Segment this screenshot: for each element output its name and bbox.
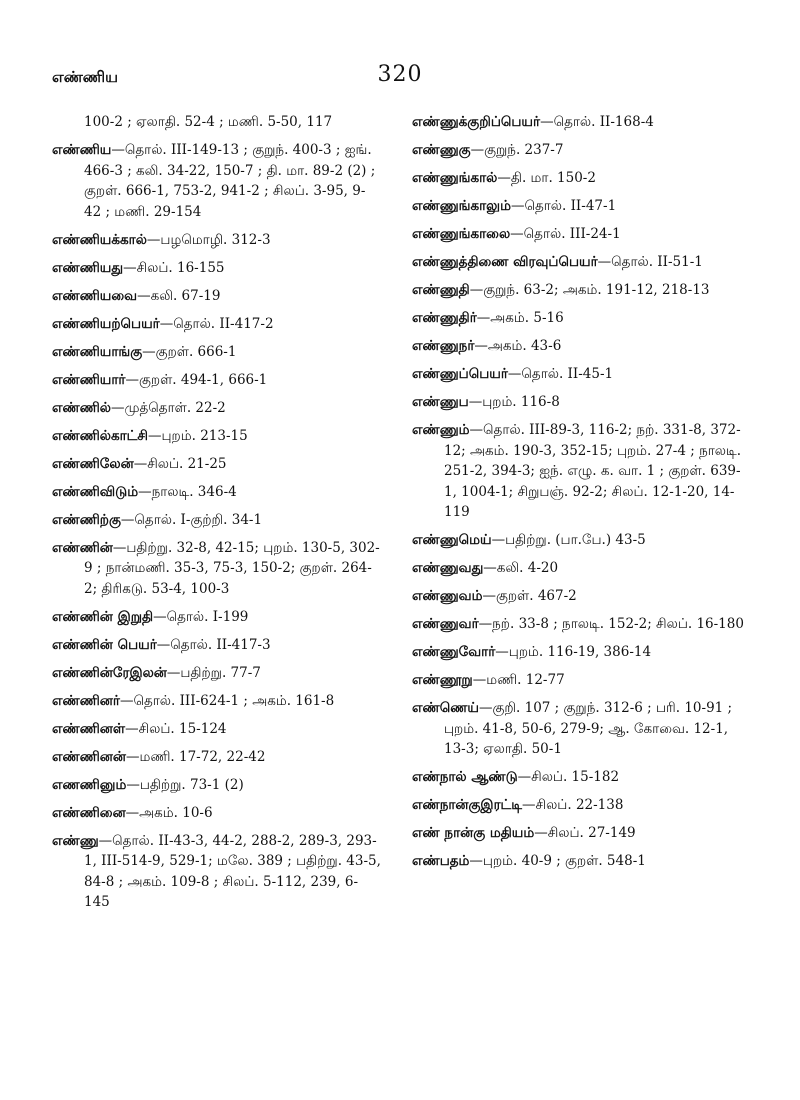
index-entry (412, 168, 744, 189)
entry-headword: எண்ணுப (412, 394, 469, 410)
entry-separator: — (125, 748, 140, 765)
entry-headword: எண்ணுக்குறிப்பெயர் (412, 114, 541, 130)
entry-references: பதிற்று. 32-8, 42-15; புறம். 130-5, 302-9 ; நான்மணி. 35-3, 75-3, 150-2; குறள். 264-2; திரிகடு. 53-4, 100-3 (84, 539, 380, 597)
entry-headword: எண்ணினர் (52, 692, 120, 709)
entry-references: பதிற்று. 77-7 (180, 664, 261, 681)
entry-headword: எண்ணிய (52, 142, 112, 158)
entry-references: தொல். III-624-1 ; அகம். 161-8 (133, 692, 335, 709)
entry-references: தொல். II-417-2 (173, 315, 274, 332)
entry-references: நாலடி. 346-4 (151, 483, 237, 500)
entry-headword: எண்ணு (52, 832, 99, 849)
index-entry (412, 252, 744, 273)
entry-separator: — (111, 142, 125, 158)
index-entry (52, 258, 382, 279)
entry-separator: — (597, 254, 612, 270)
entry-separator: — (142, 343, 156, 360)
entry-separator: — (153, 608, 167, 625)
entry-separator: — (469, 422, 484, 438)
entry-separator: — (159, 315, 174, 332)
entry-headword: எண்ணியற்பெயர் (52, 315, 160, 332)
index-entry (412, 392, 744, 413)
entry-separator: — (156, 636, 171, 653)
entry-headword: எண்ணுவம் (412, 588, 483, 604)
entry-references: கலி. 67-19 (150, 287, 221, 304)
entry-references: தொல். III-89-3, 116-2; நற். 331-8, 372-12; அகம். 190-3, 352-15; புறம். 27-4 ; நாலடி. 251-2, 394-3; ஐந். எழு. க. வா. 1 ; குறள். 639-1, 1004-1; சிறுபஞ். 92-2; சிலப். 12-1-20, 14-119 (444, 422, 742, 520)
entry-separator: — (474, 338, 488, 354)
index-entry (52, 510, 382, 531)
entry-references: குறி. 107 ; குறுந். 312-6 ; பரி. 10-91 ; புறம். 41-8, 50-6, 279-9; ஆ. கோவை. 12-1, 13-3; ஏலாதி. 50-1 (444, 700, 733, 757)
index-entry (412, 530, 744, 551)
entry-headword: எண்ணுங்காலும் (412, 198, 511, 214)
index-entry (52, 454, 382, 475)
entry-separator: — (166, 664, 181, 681)
entry-separator: — (137, 287, 151, 304)
entry-references: தொல். II-417-3 (170, 636, 271, 653)
entry-references: தி. மா. 150-2 (510, 170, 596, 186)
entry-references: குறள். 666-1 (155, 343, 237, 360)
entry-headword: எண்ணுமெய் (412, 532, 492, 548)
index-entry (412, 140, 744, 161)
index-entry (52, 112, 382, 133)
entry-headword: எண்ணுகு (412, 142, 471, 158)
entry-references: பதிற்று. 73-1 (2) (139, 776, 244, 793)
entry-references: தொல். I-குற்றி. 34-1 (134, 511, 263, 528)
entry-separator: — (497, 170, 511, 186)
entry-separator: — (495, 644, 509, 660)
entry-headword: எண்ணினள் (52, 720, 126, 737)
entry-separator: — (133, 455, 148, 472)
index-entry (52, 482, 382, 503)
entry-references: முத்தொள். 22-2 (124, 399, 226, 416)
index-entry (412, 795, 744, 816)
index-entry (412, 558, 744, 579)
entry-headword: எண்ணின் பெயர் (52, 636, 157, 653)
entry-headword: எண்ணுதி (412, 282, 470, 298)
index-entry (52, 538, 382, 600)
entry-separator: — (123, 259, 137, 276)
entry-references: அகம். 43-6 (487, 338, 562, 354)
index-entry (412, 280, 744, 301)
entry-headword: எண்நால் ஆண்டு (412, 769, 518, 785)
index-entry (412, 336, 744, 357)
entry-separator: — (472, 672, 487, 688)
index-entry (412, 670, 744, 691)
entry-separator: — (138, 483, 152, 500)
entry-references: அகம். 10-6 (139, 804, 213, 821)
entry-references: புறம். 116-8 (482, 394, 560, 410)
entry-separator: — (98, 832, 113, 849)
entry-headword: எண்ணும் (412, 422, 470, 438)
entry-separator: — (112, 539, 127, 556)
entry-separator: — (470, 142, 485, 158)
entry-headword: எண்ணுவர் (412, 616, 479, 632)
index-entry (52, 635, 382, 656)
index-entry (52, 719, 382, 740)
entry-separator: — (507, 366, 522, 382)
index-entry (52, 370, 382, 391)
index-entry (412, 308, 744, 329)
entry-separator: — (517, 769, 532, 785)
entry-separator: — (483, 560, 497, 576)
entry-references: தொல். II-168-4 (553, 114, 654, 130)
entry-headword: எண்ணினை (52, 804, 126, 821)
entry-headword: எண்ணுப்பெயர் (412, 366, 508, 382)
entry-references: மணி. 17-72, 22-42 (139, 748, 266, 765)
entry-separator: — (125, 804, 140, 821)
entry-headword: எண்ணுங்கால் (412, 170, 498, 186)
entry-headword: எண் நான்கு மதியம் (412, 825, 535, 841)
entry-separator: — (146, 231, 161, 248)
entry-references: மணி. 12-77 (486, 672, 565, 688)
entry-headword: எண்ணின் இறுதி (52, 608, 154, 625)
page-number: 320 (377, 62, 423, 87)
entry-references: புறம். 40-9 ; குறள். 548-1 (482, 853, 646, 869)
index-entry (52, 426, 382, 447)
index-entry (52, 747, 382, 768)
entry-separator: — (534, 825, 548, 841)
index-entry (412, 614, 744, 635)
index-entry (52, 663, 382, 684)
entry-references: குறள். 494-1, 666-1 (138, 371, 268, 388)
entry-headword: எண்பதம் (412, 853, 470, 869)
entry-headword: எண்ணில்காட்சி (52, 427, 149, 444)
entry-separator: — (468, 394, 483, 410)
entry-headword: எண்நான்குஇரட்டி (412, 797, 523, 813)
index-column-left (52, 112, 382, 920)
entry-headword: எண்ணுங்காலை (412, 226, 511, 242)
entry-headword: எண்ணினன் (52, 748, 126, 765)
entry-headword: எண்ணிவிடும் (52, 483, 139, 500)
entry-separator: — (469, 282, 484, 298)
index-entry (52, 831, 382, 913)
index-entry (52, 607, 382, 628)
index-entry (52, 140, 382, 222)
entry-references: தொல். II-47-1 (524, 198, 617, 214)
index-entry (412, 767, 744, 788)
entry-references: 100-2 ; ஏலாதி. 52-4 ; மணி. 5-50, 117 (84, 114, 333, 130)
entry-separator: — (522, 797, 536, 813)
entry-references: தொல். II-43-3, 44-2, 288-2, 289-3, 293-1, III-514-9, 529-1; மலே. 389 ; பதிற்று. 43-5, 84-8 ; அகம். 109-8 ; சிலப். 5-112, 239, 6-145 (84, 832, 381, 910)
index-entry (412, 224, 744, 245)
entry-separator: — (119, 692, 134, 709)
entry-headword: எண்ணியது (52, 259, 124, 276)
index-entry (52, 314, 382, 335)
index-entry (412, 196, 744, 217)
running-head: எண்ணிய (52, 68, 118, 86)
entry-separator: — (476, 310, 491, 326)
index-entry (52, 398, 382, 419)
index-entry (412, 364, 744, 385)
index-entry (52, 286, 382, 307)
entry-separator: — (111, 399, 125, 416)
entry-headword: எண்ணியக்கால் (52, 231, 147, 248)
entry-references: சிலப். 21-25 (147, 455, 227, 472)
index-entry (412, 698, 744, 760)
entry-references: குறள். 467-2 (495, 588, 577, 604)
index-entry (52, 691, 382, 712)
entry-separator: — (510, 198, 525, 214)
entry-references: கலி. 4-20 (496, 560, 559, 576)
entry-headword: எண்ணியார் (52, 371, 126, 388)
entry-references: சிலப். 27-149 (547, 825, 636, 841)
entry-separator: — (482, 588, 496, 604)
entry-headword: எண்ணுநர் (412, 338, 475, 354)
entry-separator: — (478, 616, 493, 632)
entry-headword: எண்ணிலேன் (52, 455, 134, 472)
index-entry (412, 420, 744, 523)
index-entry (412, 586, 744, 607)
entry-separator: — (469, 853, 483, 869)
entry-references: புறம். 116-19, 386-14 (508, 644, 652, 660)
entry-headword: எண்ணிற்கு (52, 511, 121, 528)
entry-separator: — (148, 427, 162, 444)
entry-references: தொல். III-149-13 ; குறுந். 400-3 ; ஐங். 466-3 ; கலி. 34-22, 150-7 ; தி. மா. 89-2 (2) ; குறள். 666-1, 753-2, 941-2 ; சிலப். 3-95, 9-42 ; மணி. 29-154 (84, 142, 376, 220)
entry-references: தொல். II-45-1 (521, 366, 614, 382)
entry-headword: எண்ணுவது (412, 560, 484, 576)
index-entry (52, 342, 382, 363)
entry-references: தொல். II-51-1 (611, 254, 703, 270)
entry-references: குறுந். 237-7 (484, 142, 564, 158)
entry-references: நற். 33-8 ; நாலடி. 152-2; சிலப். 16-180 (492, 616, 744, 632)
entry-references: பழமொழி. 312-3 (160, 231, 271, 248)
index-column-right (412, 112, 744, 879)
index-entry (412, 851, 744, 872)
entry-headword: எண்ணுதிர் (412, 310, 477, 326)
entry-references: சிலப். 15-182 (531, 769, 620, 785)
entry-references: புறம். 213-15 (161, 427, 248, 444)
entry-separator: — (491, 532, 506, 548)
entry-references: தொல். I-199 (166, 608, 249, 625)
index-entry (52, 775, 382, 796)
entry-headword: எண்ணின் (52, 539, 113, 556)
entry-headword: எண்ணெய் (412, 700, 479, 716)
index-entry (52, 803, 382, 824)
entry-separator: — (120, 511, 135, 528)
entry-separator: — (478, 700, 493, 716)
entry-references: சிலப். 15-124 (138, 720, 227, 737)
entry-references: சிலப். 22-138 (535, 797, 624, 813)
entry-headword: எண்ணியவை (52, 287, 138, 304)
entry-references: குறுந். 63-2; அகம். 191-12, 218-13 (483, 282, 710, 298)
entry-headword: எண்ணின்ரேஇலன் (52, 664, 167, 681)
entry-references: அகம். 5-16 (490, 310, 564, 326)
entry-separator: — (540, 114, 554, 130)
entry-separator: — (125, 371, 139, 388)
index-entry (412, 823, 744, 844)
entry-references: பதிற்று. (பா.பே.) 43-5 (505, 532, 646, 548)
entry-headword: எண்ணுவோர் (412, 644, 496, 660)
entry-headword: எண்ணூறு (412, 672, 473, 688)
index-entry (52, 230, 382, 251)
entry-separator: — (510, 226, 524, 242)
entry-separator: — (126, 776, 140, 793)
index-entry (412, 642, 744, 663)
entry-headword: எண்ணுத்திணை விரவுப்பெயர் (412, 254, 598, 270)
entry-separator: — (125, 720, 139, 737)
entry-headword: எணணினும் (52, 776, 127, 793)
page-header (0, 62, 800, 102)
entry-references: தொல். III-24-1 (523, 226, 621, 242)
index-entry (412, 112, 744, 133)
entry-headword: எண்ணியாங்கு (52, 343, 143, 360)
entry-references: சிலப். 16-155 (136, 259, 225, 276)
entry-headword: எண்ணில் (52, 399, 111, 416)
